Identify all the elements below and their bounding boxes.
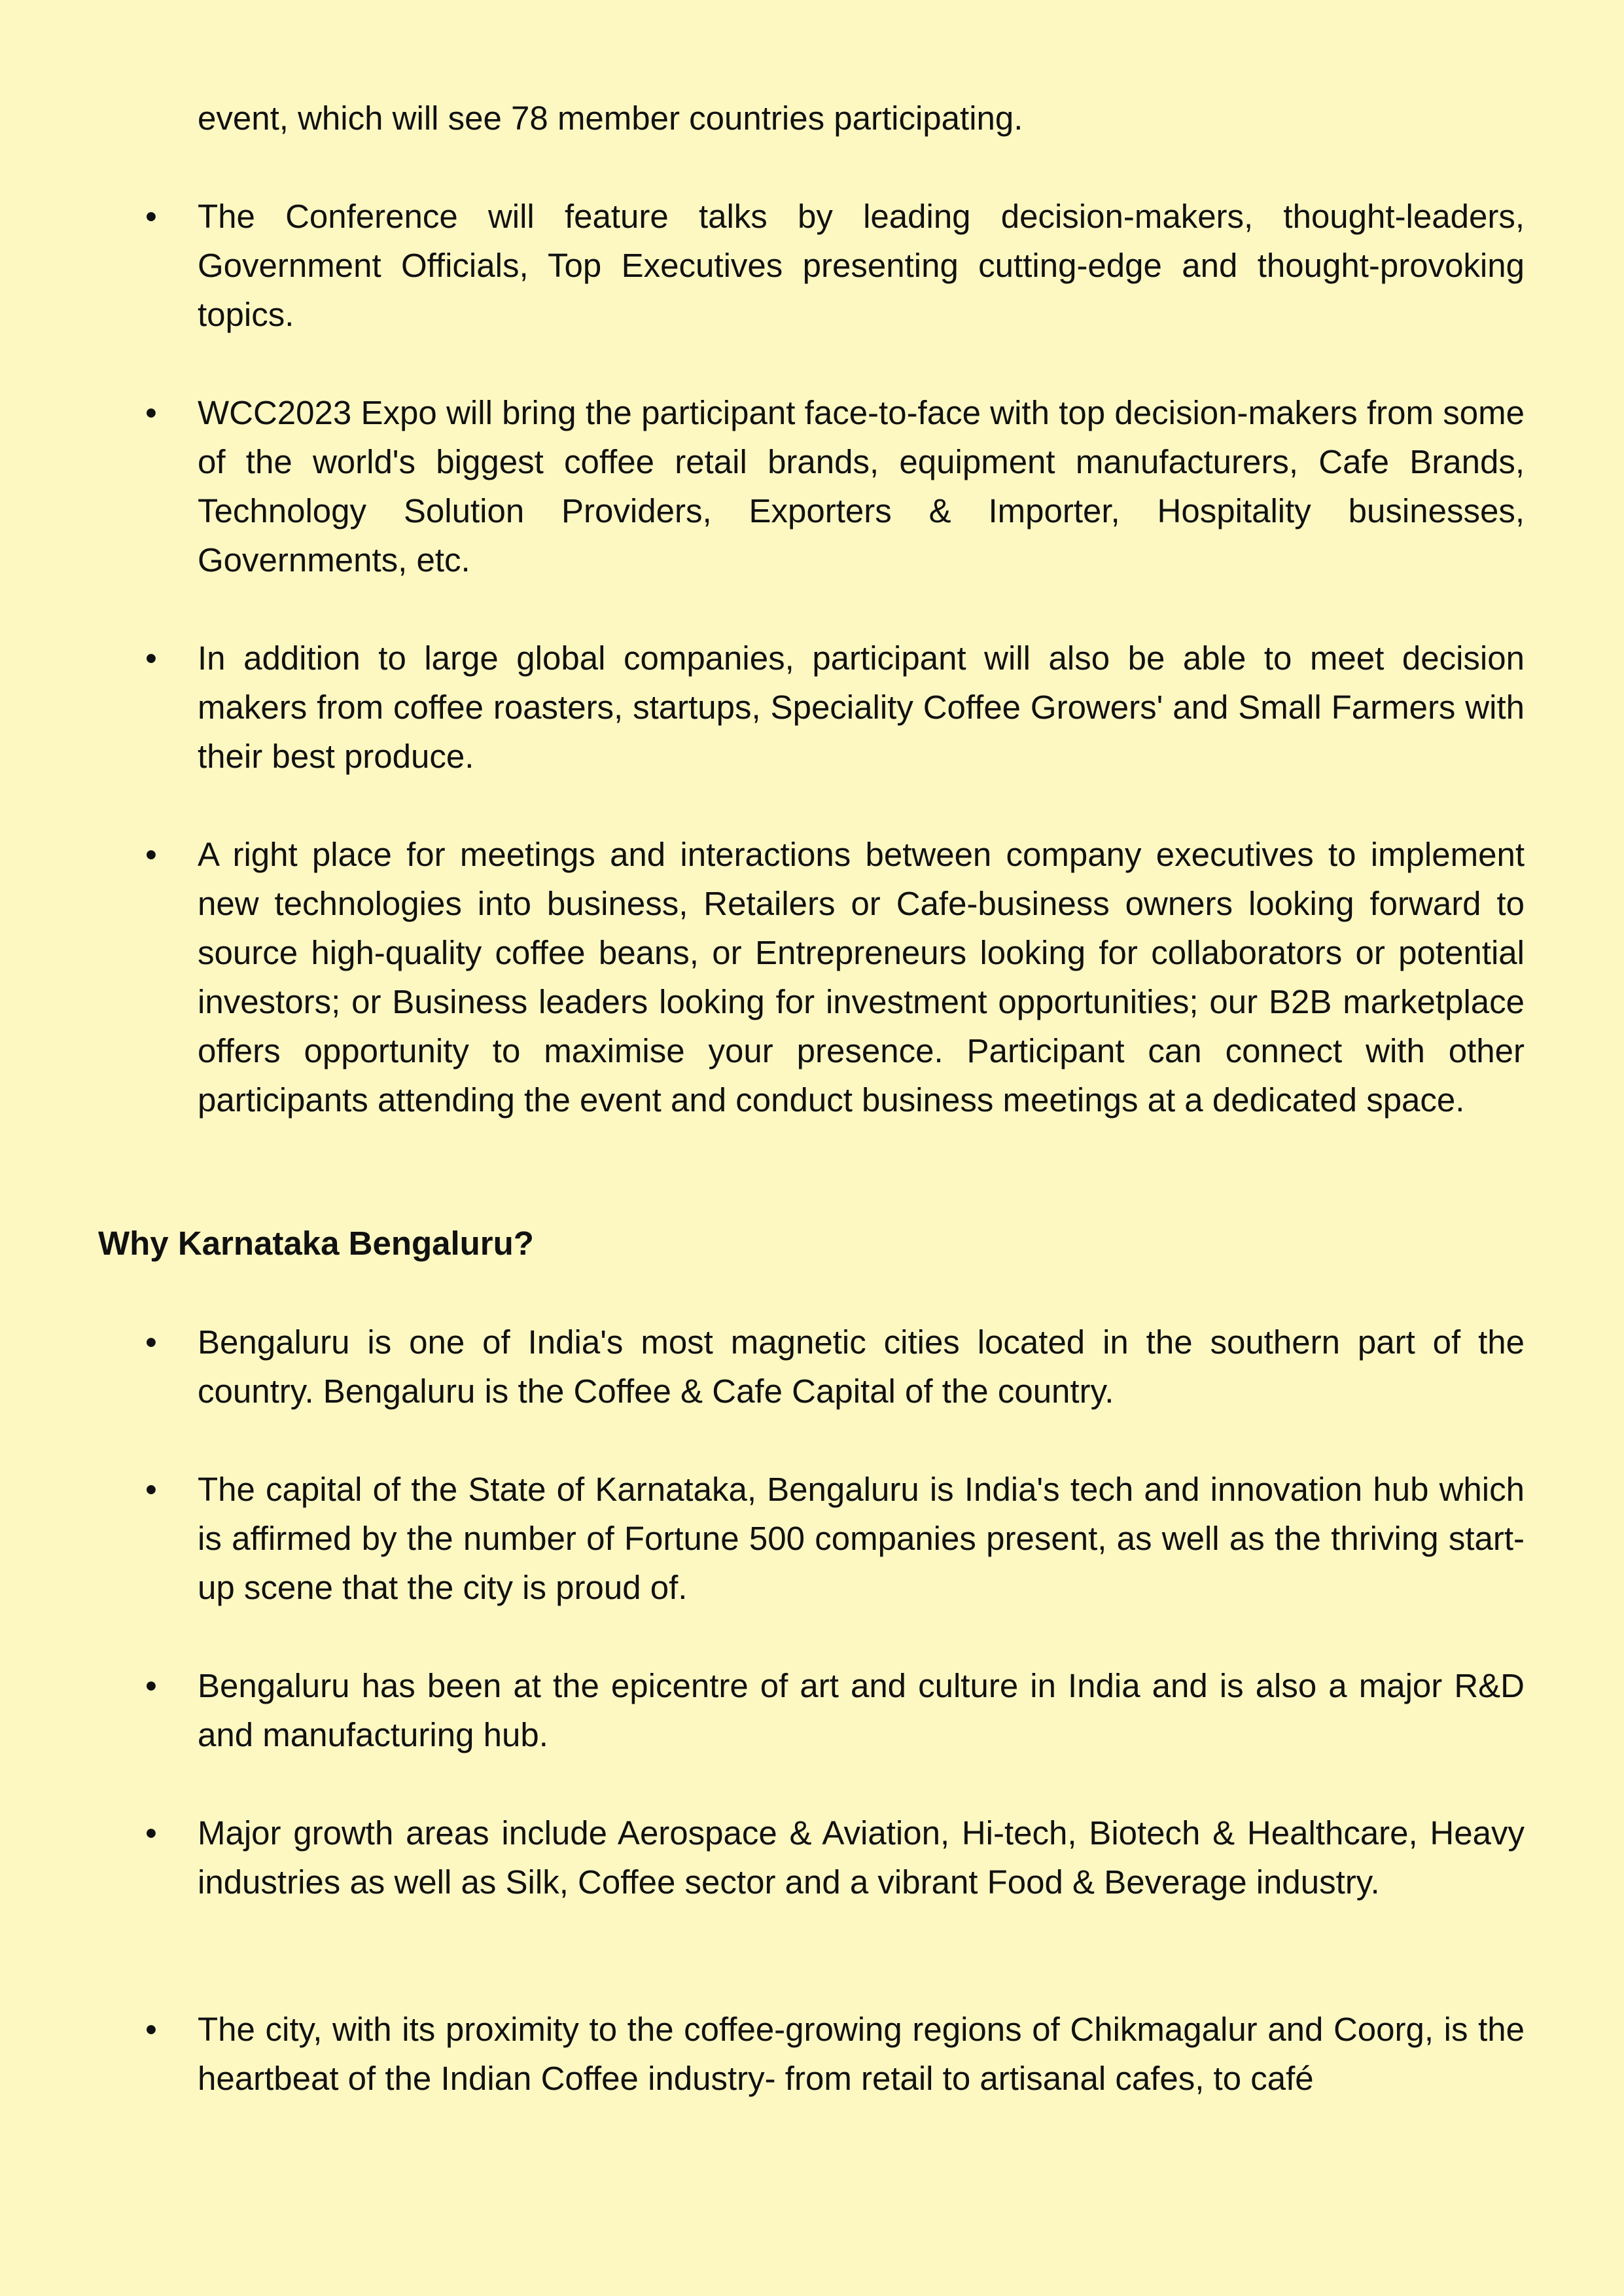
section-heading: Why Karnataka Bengaluru? [98,1225,534,1262]
bullet-icon: • [145,1471,157,1508]
list-item-text: Major growth areas include Aerospace & Aviation, Hi-tech, Biotech & Healthcare, Heavy industries as well as Silk, Coffee sector and a vibrant Food & Beverage industry. [198,1814,1525,1901]
bullet-icon: • [145,2011,157,2048]
bullet-icon: • [145,394,157,431]
list-item-text: In addition to large global companies, participant will also be able to meet decision makers from coffee roasters, startups, Speciality Coffee Growers' and Small Farmers with their best produce. [198,639,1525,775]
list-item-text: WCC2023 Expo will bring the participant face-to-face with top decision-makers from some of the world's biggest coffee retail brands, equipment manufacturers, Cafe Brands, Technology Solution Providers, Exporters & Importer, Hospitality businesses, Governments, etc. [198,394,1525,579]
bullet-icon: • [145,1814,157,1852]
bullet-icon: • [145,836,157,873]
intro-continuation-text: event, which will see 78 member countries participating. [198,99,1023,137]
bullet-icon: • [145,639,157,677]
bullet-icon: • [145,1323,157,1361]
list-item-text: A right place for meetings and interactions between company executives to implement new technologies into business, Retailers or Cafe-business owners looking forward to source high-quality coffee beans, or Entrepreneurs looking for collaborators or potential investors; or Business leaders looking for investment opportunities; our B2B marketplace offers opportunity to maximise your presence. Participant can connect with other participants attending the event and conduct business meetings at a dedicated space. [198,836,1525,1119]
list-item-text: The Conference will feature talks by leading decision-makers, thought-leaders, Government Officials, Top Executives presenting cutting-edge and thought-provoking topics. [198,198,1525,333]
list-item-text: The capital of the State of Karnataka, Bengaluru is India's tech and innovation hub which is affirmed by the number of Fortune 500 companies present, as well as the thriving start-up scene that the city is proud of. [198,1471,1525,1606]
list-item-text: The city, with its proximity to the coffee-growing regions of Chikmagalur and Coorg, is the heartbeat of the Indian Coffee industry- from retail to artisanal cafes, to café [198,2011,1525,2097]
bullet-icon: • [145,1667,157,1704]
list-item-text: Bengaluru is one of India's most magnetic cities located in the southern part of the country. Bengaluru is the Coffee & Cafe Capital of the country. [198,1323,1525,1410]
bullet-icon: • [145,198,157,235]
list-item-text: Bengaluru has been at the epicentre of art and culture in India and is also a major R&D and manufacturing hub. [198,1667,1525,1753]
